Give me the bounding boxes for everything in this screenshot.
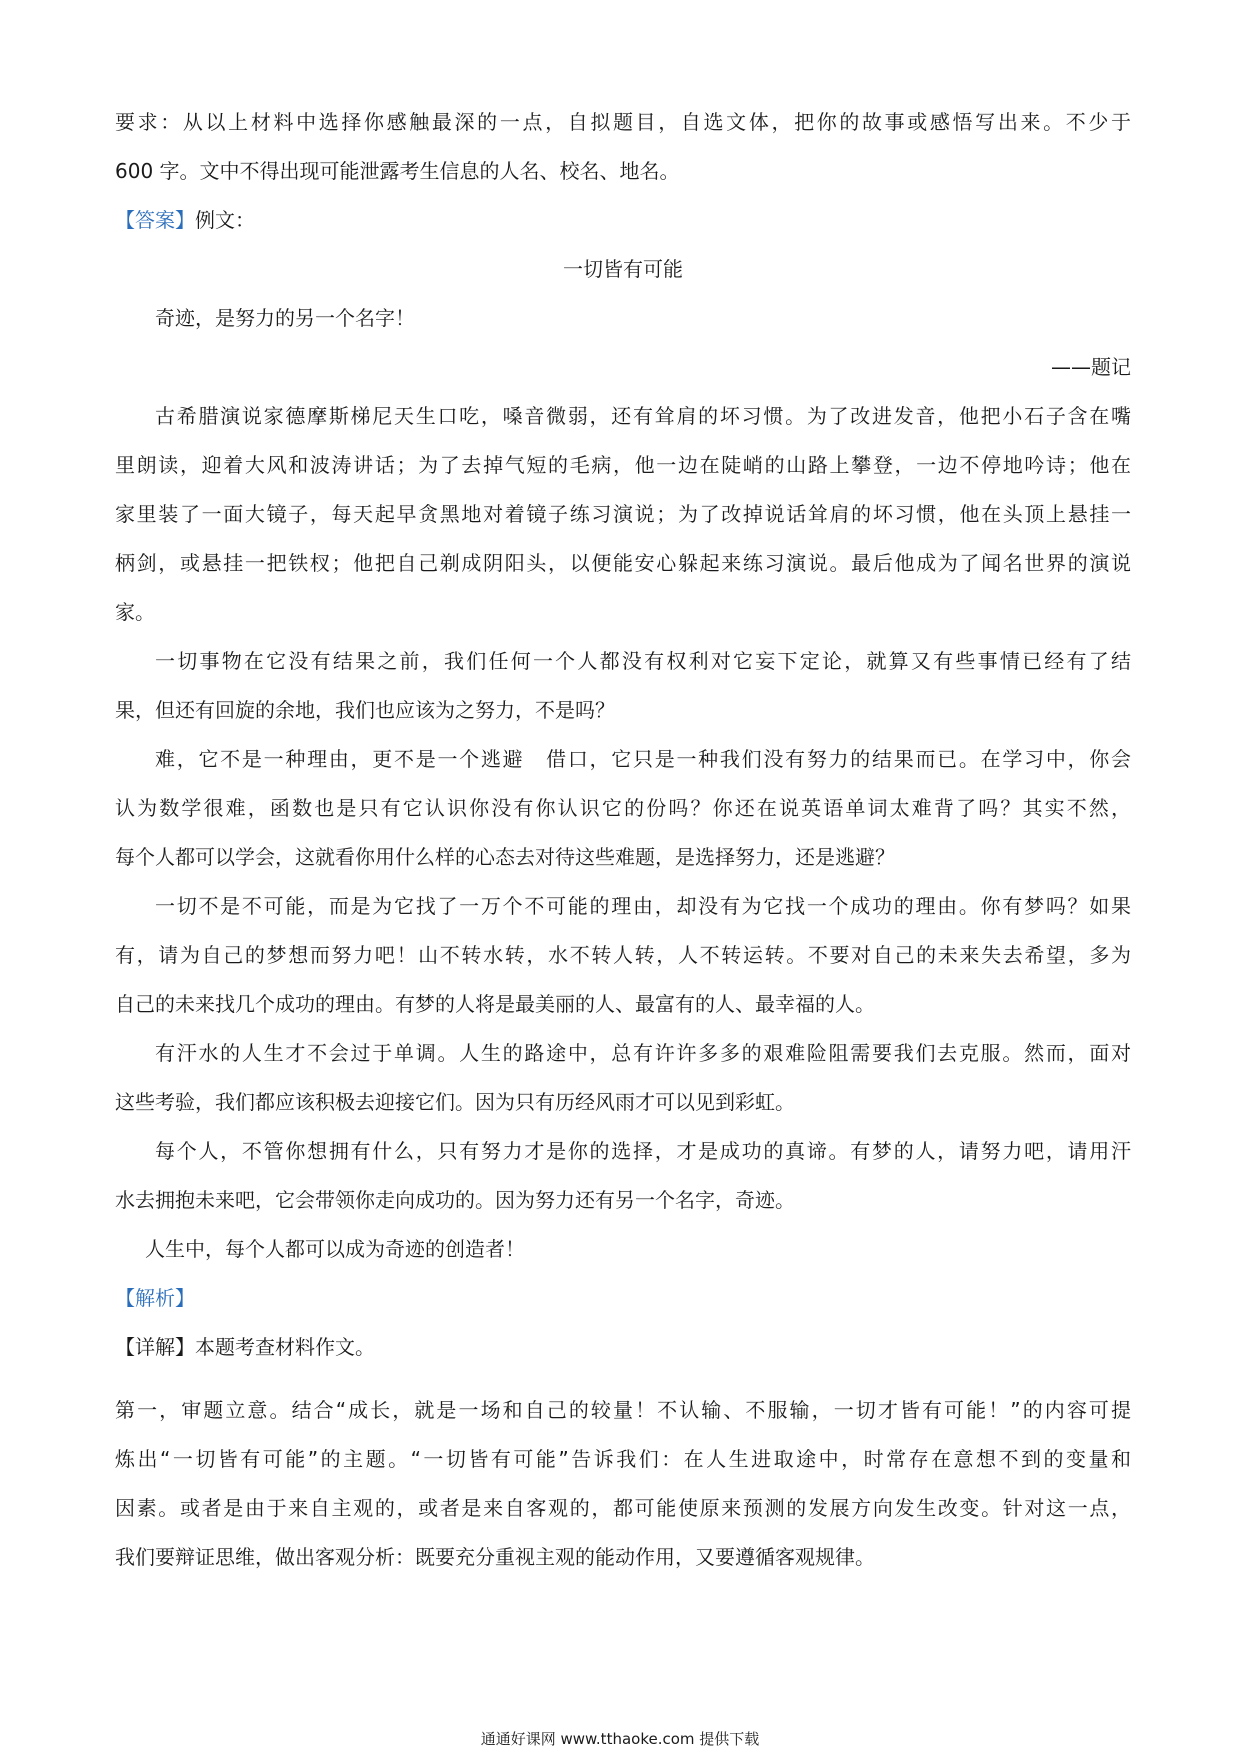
essay-p6-line-2: 水去拥抱未来吧，它会带领你走向成功的。因为努力还有另一个名字，奇迹。 [115, 1188, 795, 1212]
essay-p5-line-2: 这些考验，我们都应该积极去迎接它们。因为只有历经风雨才可以见到彩虹。 [115, 1090, 795, 1114]
answer-heading [115, 196, 1131, 245]
requirement-line-2: 600 字。文中不得出现可能泄露考生信息的人名、校名、地名。 [115, 159, 680, 183]
essay-p3-line-1: 难，它不是一种理由，更不是一个逃避 借口，它只是一种我们没有努力的结果而已。在学习中，你会 [155, 747, 1131, 771]
essay-p4-line-2: 有，请为自己的梦想而努力吧！山不转水转，水不转人转，人不转运转。不要对自己的未来失去希望，多为 [115, 943, 1131, 967]
point1-line-4: 我们要辩证思维，做出客观分析：既要充分重视主观的能动作用，又要遵循客观规律。 [115, 1545, 875, 1569]
essay-p5-line-1: 有汗水的人生才不会过于单调。人生的路途中，总有许许多多的艰难险阻需要我们去克服。然而，面对 [155, 1041, 1131, 1065]
essay-p7-line-1: 人生中，每个人都可以成为奇迹的创造者！ [145, 1237, 525, 1261]
requirement-line-1: 要求：从以上材料中选择你感触最深的一点，自拟题目，自选文体，把你的故事或感悟写出来。不少于 [115, 110, 1131, 134]
answer-tag: 【答案】 [115, 208, 195, 232]
essay-p2-line-1: 一切事物在它没有结果之前，我们任何一个人都没有权利对它妄下定论，就算又有些事情已经有了结 [155, 649, 1131, 673]
essay-p4-line-1: 一切不是不可能，而是为它找了一万个不可能的理由，却没有为它找一个成功的理由。你有梦吗？如果 [155, 894, 1131, 918]
essay-p1-line-1: 古希腊演说家德摩斯梯尼天生口吃，嗓音微弱，还有耸肩的坏习惯。为了改进发音，他把小石子含在嘴 [155, 404, 1131, 428]
point1-line-1: 第一，审题立意。结合“成长，就是一场和自己的较量！不认输、不服输，一切才皆有可能！”的内容可提 [115, 1398, 1131, 1422]
essay-p1-line-5: 家。 [115, 600, 155, 624]
page-footer: 通通好课网 www.tthaoke.com 提供下载 [480, 1730, 760, 1748]
point1-line-2: 炼出“一切皆有可能”的主题。“一切皆有可能”告诉我们：在人生进取途中，时常存在意想不到的变量和 [115, 1447, 1131, 1471]
essay-p3-line-2: 认为数学很难，函数也是只有它认识你没有你认识它的份吗？你还在说英语单词太难背了吗？其实不然， [115, 796, 1131, 820]
essay-p1-line-2: 里朗读，迎着大风和波涛讲话；为了去掉气短的毛病，他一边在陡峭的山路上攀登，一边不停地吟诗；他在 [115, 453, 1131, 477]
analysis-tag: 【解析】 [115, 1286, 195, 1310]
essay-p4-line-3: 自己的未来找几个成功的理由。有梦的人将是最美丽的人、最富有的人、最幸福的人。 [115, 992, 875, 1016]
document-page [115, 98, 1131, 1582]
essay-title: 一切皆有可能 [563, 257, 683, 281]
essay-p1-line-4: 柄剑，或悬挂一把铁杈；他把自己剃成阴阳头，以便能安心躲起来练习演说。最后他成为了闻名世界的演说 [115, 551, 1131, 575]
point1-line-3: 因素。或者是由于来自主观的，或者是来自客观的，都可能使原来预测的发展方向发生改变。针对这一点， [115, 1496, 1131, 1520]
essay-epigraph: 奇迹，是努力的另一个名字！ [155, 306, 415, 330]
essay-p6-line-1: 每个人，不管你想拥有什么，只有努力才是你的选择，才是成功的真谛。有梦的人，请努力吧，请用汗 [155, 1139, 1131, 1163]
detail-label: 【详解】本题考查材料作文。 [115, 1335, 375, 1359]
essay-p1-line-3: 家里装了一面大镜子，每天起早贪黑地对着镜子练习演说；为了改掉说话耸肩的坏习惯，他在头顶上悬挂一 [115, 502, 1131, 526]
essay-p3-line-3: 每个人都可以学会，这就看你用什么样的心态去对待这些难题，是选择努力，还是逃避？ [115, 845, 895, 869]
spacer [115, 1372, 1131, 1386]
essay-p2-line-2: 果，但还有回旋的余地，我们也应该为之努力，不是吗？ [115, 698, 615, 722]
answer-text: 例文： [195, 208, 255, 232]
essay-signature: ——题记 [1051, 355, 1131, 379]
